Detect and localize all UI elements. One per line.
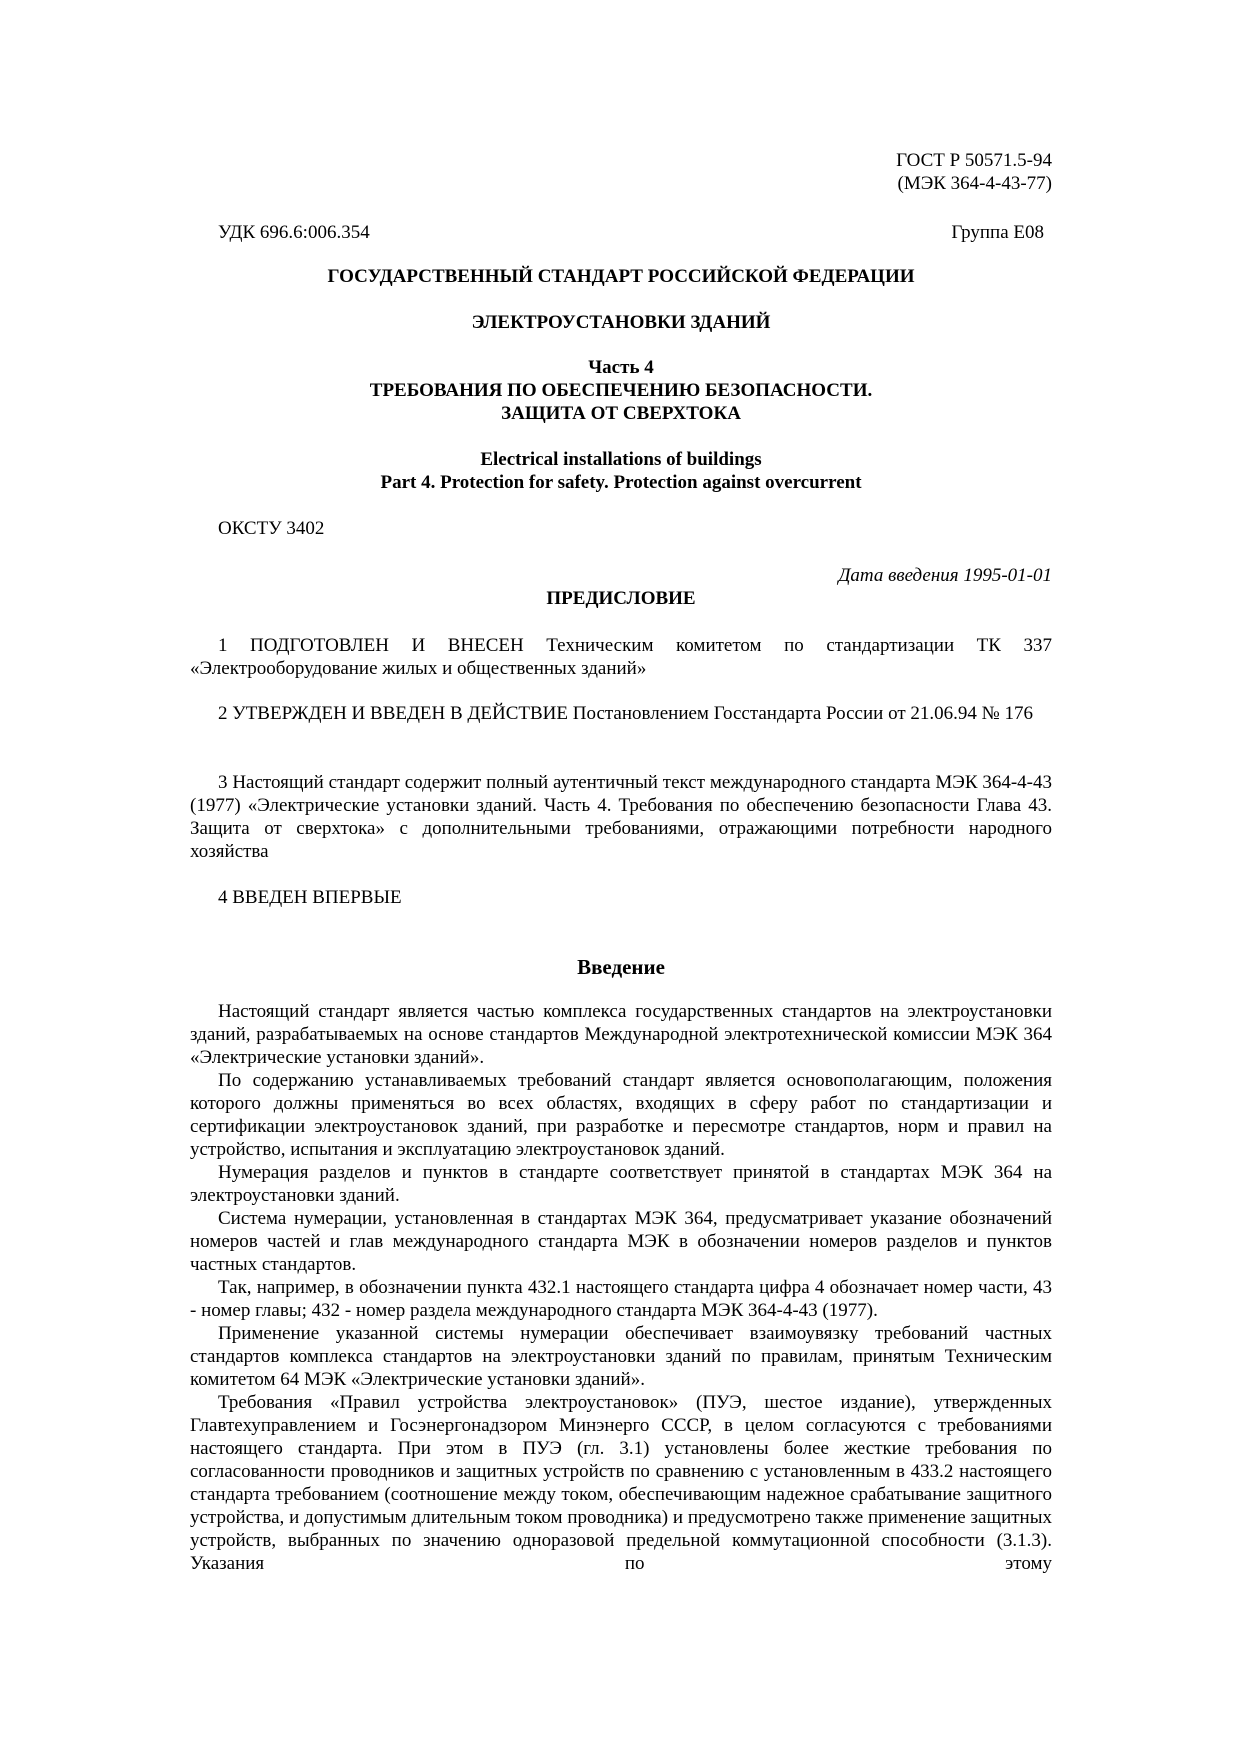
udk-code: УДК 696.6:006.354 (218, 222, 370, 243)
intro-paragraph-4: Система нумерации, установленная в стандартах МЭК 364, предусматривает указание обозначений номеров частей и глав международного стандарта МЭК в обозначении номеров разделов и пунктов частных стандартов. (190, 1208, 1052, 1275)
introduction-heading: Введение (577, 955, 665, 979)
intro-paragraph-7: Требования «Правил устройства электроустановок» (ПУЭ, шестое издание), утвержденных Главтехуправлением и Госэнергонадзором Минэнерго СССР, в целом согласуются с требованиями настоящего стандарта. При этом в ПУЭ (гл. 3.1) установлены более жесткие требования по согласованности проводников и защитных устройств по сравнению с установленным в 433.2 настоящего стандарта требованием (соотношение между током, обеспечивающим надежное срабатывание защитного устройства, и допустимым длительным током проводника) и предусмотрено также применение защитных устройств, выбранных по значению одноразовой предельной коммутационной способности (3.1.3). Указания по этому (190, 1392, 1052, 1574)
english-title-line-1: Electrical installations of buildings (480, 449, 762, 470)
introduction-date: Дата введения 1995-01-01 (838, 565, 1052, 586)
intro-paragraph-1: Настоящий стандарт является частью комплекса государственных стандартов на электроустановки зданий, разрабатываемых на основе стандартов Международной электротехнической комиссии МЭК 364 «Электрические установки зданий». (190, 1001, 1052, 1068)
intro-paragraph-6: Применение указанной системы нумерации обеспечивает взаимоувязку требований частных стандартов комплекса стандартов на электроустановки зданий по правилам, принятым Техническим комитетом 64 МЭК «Электрические установки зданий». (190, 1323, 1052, 1390)
foreword-item-2: 2 УТВЕРЖДЕН И ВВЕДЕН В ДЕЙСТВИЕ Постановлением Госстандарта России от 21.06.94 № 176 (218, 703, 1033, 724)
mek-number: (МЭК 364-4-43-77) (897, 173, 1052, 194)
foreword-item-3: 3 Настоящий стандарт содержит полный аутентичный текст международного стандарта МЭК 364-4-43 (1977) «Электрические установки зданий. Часть 4. Требования по обеспечению безопасности Глава 43. Защита от сверхтока» с дополнительными требованиями, отражающими потребности народного хозяйства (190, 772, 1052, 862)
english-title-line-2: Part 4. Protection for safety. Protection against overcurrent (380, 472, 862, 493)
protection-title: ЗАЩИТА ОТ СВЕРХТОКА (501, 403, 741, 424)
intro-paragraph-3: Нумерация разделов и пунктов в стандарте соответствует принятой в стандартах МЭК 364 на электроустановки зданий. (190, 1162, 1052, 1206)
part-title: Часть 4 (588, 357, 654, 378)
state-standard-title: ГОСУДАРСТВЕННЫЙ СТАНДАРТ РОССИЙСКОЙ ФЕДЕРАЦИИ (327, 266, 915, 287)
intro-paragraph-5: Так, например, в обозначении пункта 432.1 настоящего стандарта цифра 4 обозначает номер части, 43 - номер главы; 432 - номер раздела международного стандарта МЭК 364-4-43 (1977). (190, 1277, 1052, 1321)
requirements-title: ТРЕБОВАНИЯ ПО ОБЕСПЕЧЕНИЮ БЕЗОПАСНОСТИ. (369, 380, 873, 401)
foreword-item-1: 1 ПОДГОТОВЛЕН И ВНЕСЕН Техническим комитетом по стандартизации ТК 337 «Электрооборудование жилых и общественных зданий» (190, 635, 1052, 679)
introduction-body (190, 1000, 1052, 1575)
foreword-item-4: 4 ВВЕДЕН ВПЕРВЫЕ (218, 887, 402, 908)
gost-number: ГОСТ Р 50571.5-94 (896, 150, 1052, 171)
foreword-heading: ПРЕДИСЛОВИЕ (546, 588, 696, 609)
installations-title: ЭЛЕКТРОУСТАНОВКИ ЗДАНИЙ (471, 312, 771, 333)
intro-paragraph-2: По содержанию устанавливаемых требований стандарт является основополагающим, положения которого должны применяться во всех областях, входящих в сферу работ по стандартизации и сертификации электроустановок зданий, при разработке и пересмотре стандартов, норм и правил на устройство, испытания и эксплуатацию электроустановок зданий. (190, 1070, 1052, 1160)
group-code: Группа Е08 (951, 222, 1044, 243)
oksty-code: ОКСТУ 3402 (218, 518, 325, 539)
